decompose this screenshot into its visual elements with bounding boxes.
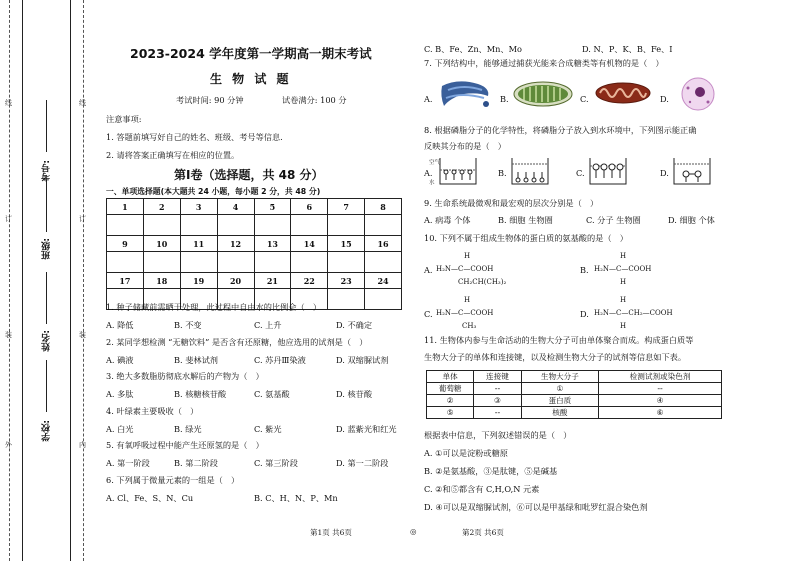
grid-answer-cell[interactable] [107,252,144,273]
formula-c-top: H [464,296,471,304]
option-b[interactable]: B. 绿光 [174,423,202,434]
grid-number-cell: 22 [291,273,328,289]
option-b[interactable]: B. [580,265,589,275]
table-cell: ⑥ [599,407,722,419]
outer-mark: 外 [5,441,12,449]
grid-number-cell: 12 [217,236,254,252]
grid-answer-cell[interactable] [217,252,254,273]
option-a[interactable]: A. 白光 [106,423,134,434]
page-number-right: 第2页 共6页 [462,528,504,537]
question-11: 11. 生物体内参与生命活动的生物大分子可由单体聚合而成。构成蛋白质等 [424,335,694,345]
formula-d-bot: H [620,322,627,330]
air-label: 空气 [429,160,441,166]
formula-d-mid: H₂N—C—CH₂—COOH [594,309,673,317]
grid-number-cell: 24 [365,273,402,289]
outer-cut-line [9,0,10,561]
section-instruction: 一、单项选择题(本大题共 24 小题，每小题 2 分，共 48 分) [106,187,321,196]
outer-mark: 装 [5,331,12,339]
option-d[interactable]: D. 不确定 [336,320,373,330]
grid-answer-cell[interactable] [291,252,328,273]
option-b[interactable]: B. [498,168,507,178]
formula-c-bot: CH₃ [462,322,477,330]
grid-number-cell: 8 [365,199,402,215]
grid-number-cell: 6 [291,199,328,215]
table-row [427,407,722,419]
grid-number-row [107,273,402,289]
option-b[interactable]: B. 细胞 生物圈 [498,215,553,225]
grid-answer-cell[interactable] [365,215,402,236]
grid-answer-cell[interactable] [143,252,180,273]
formula-a-bot: CH₂CH(CH₃)₂ [458,278,507,286]
water-label: 水 [429,180,435,186]
grid-number-cell: 19 [180,273,217,289]
table-cell: ⑤ [427,407,474,419]
option-d[interactable]: D. [660,94,669,104]
cell-image [674,76,722,112]
formula-c-mid: H₂N—C—COOH [436,309,494,317]
formula-a-mid: H₂N—C—COOH [436,265,494,273]
option-c[interactable]: C. [580,94,589,104]
grid-answer-cell[interactable] [217,215,254,236]
table-cell: -- [474,383,521,395]
option-c[interactable]: C. 氨基酸 [254,389,290,399]
grid-number-cell: 20 [217,273,254,289]
class-label: 班级: [42,238,52,260]
notice-heading: 注意事项: [106,114,142,124]
option-a[interactable]: A. [424,168,433,178]
golgi-image [438,76,494,112]
option-c[interactable]: C. 紫光 [254,423,282,434]
grid-number-row [107,236,402,252]
notice-item: 1. 答题前填写好自己的姓名、班级、考号等信息. [106,132,283,142]
grid-number-cell: 4 [217,199,254,215]
option-a[interactable]: A. [424,94,433,104]
grid-answer-cell[interactable] [365,252,402,273]
grid-answer-cell[interactable] [365,289,402,310]
margin-border-line [70,0,71,561]
option-c[interactable]: C. [424,309,433,319]
table-cell: 蛋白质 [521,395,599,407]
grid-number-cell: 9 [107,236,144,252]
question-8: 8. 根据磷脂分子的化学特性，将磷脂分子放入到水环境中，下列图示能正确 [424,125,697,135]
question-5: 5. 有氧呼吸过程中能产生还原氢的是（ ） [106,440,264,450]
grid-number-cell: 18 [143,273,180,289]
grid-answer-cell[interactable] [180,215,217,236]
id-field[interactable] [46,100,47,152]
grid-number-cell: 14 [291,236,328,252]
outer-mark: 线 [5,99,12,107]
grid-number-cell: 2 [143,199,180,215]
question-6: 6. 下列属于微量元素的一组是（ ） [106,474,240,485]
option[interactable]: D. N、P、K、B、Fe、I [582,44,673,54]
section-title: 第Ⅰ卷（选择题，共 48 分） [174,168,324,182]
grid-answer-cell[interactable] [254,215,291,236]
option[interactable]: C. B、Fe、Zn、Mn、Mo [424,44,522,54]
school-field[interactable] [46,360,47,412]
option-b[interactable]: B. [500,94,509,104]
mitochondrion-image [594,80,652,106]
grid-answer-cell[interactable] [291,215,328,236]
question-4: 4. 叶绿素主要吸收（ ） [106,405,199,416]
option-b[interactable]: B. 不变 [174,320,202,330]
exam-score: 试卷满分: 100 分 [282,95,347,105]
question-11-cont: 生物大分子的单体和连接键，以及检测生物大分子的试剂等信息如下表。 [424,352,687,362]
question-1: 1. 种子储藏前需晒干处理，此过程中自由水的比例会（ ） [106,302,322,312]
option-a[interactable]: A. 多肽 [106,389,134,399]
question-7: 7. 下列结构中，能够通过捕获光能来合成糖类等有机物的是（ ） [424,58,664,68]
grid-answer-cell[interactable] [107,215,144,236]
option-b[interactable]: B. 斐林试剂 [174,354,218,365]
table-cell: ② [427,395,474,407]
grid-number-cell: 10 [143,236,180,252]
inner-mark: 线 [79,99,86,107]
option-b[interactable]: B. 核糖核苷酸 [174,389,227,399]
table-row [427,395,722,407]
inner-cut-line [83,0,84,561]
beaker-b-image [510,156,550,186]
grid-number-row [107,199,402,215]
table-header-cell: 连接键 [474,371,521,383]
margin-border-line [22,0,23,561]
id-label: 考号: [42,160,52,182]
notice-item: 2. 请将答案正确填写在相应的位置。 [106,150,240,160]
option-d[interactable]: D. 核苷酸 [336,389,373,399]
option-b[interactable]: B. 第二阶段 [174,458,218,468]
option-a[interactable]: A. 第一阶段 [106,458,150,468]
grid-number-cell: 7 [328,199,365,215]
option-c[interactable]: C. 分子 生物圈 [586,215,641,225]
question-9: 9. 生命系统最微观和最宏观的层次分别是（ ） [424,198,599,208]
formula-a-top: H [464,252,471,260]
option-a[interactable]: A. Cl、Fe、S、N、Cu [106,492,194,503]
grid-number-cell: 11 [180,236,217,252]
grid-answer-cell[interactable] [328,215,365,236]
table-header-row [427,371,722,383]
option-a[interactable]: A. [424,265,433,275]
formula-b-bot: H [620,278,627,286]
grid-answer-cell[interactable] [328,252,365,273]
table-row [427,383,722,395]
question-10: 10. 下列不属于组成生物体的蛋白质的氨基酸的是（ ） [424,233,628,243]
option-d[interactable]: D. ④可以是双缩脲试剂，⑥可以是甲基绿和吡罗红混合染色剂 [424,502,648,512]
grid-answer-cell[interactable] [180,252,217,273]
name-field[interactable] [46,272,47,324]
exam-title: 2023-2024 学年度第一学期高一期末考试 [130,46,372,61]
binding-margin [0,0,100,561]
beaker-a-image [438,156,478,186]
option-c[interactable]: C. 苏丹Ⅲ染液 [254,354,306,365]
table-cell: ③ [474,395,521,407]
option-c[interactable]: C. [576,168,585,178]
beaker-d-image [672,156,712,186]
table-cell: ① [521,383,599,395]
question-3: 3. 绝大多数脂肪彻底水解后的产物为（ ） [106,371,264,381]
option-a[interactable]: A. 碘液 [106,354,134,365]
table-cell: -- [599,383,722,395]
table-cell: 核酸 [521,407,599,419]
exam-time: 考试时间: 90 分钟 [176,95,244,105]
question-11-ask: 根据表中信息，下列叙述错误的是（ ） [424,430,572,440]
grid-number-cell: 15 [328,236,365,252]
class-field[interactable] [46,180,47,232]
page-divider-mark: ◎ [410,527,417,536]
grid-answer-row [107,252,402,273]
grid-number-cell: 1 [107,199,144,215]
option-d[interactable]: D. 蓝紫光和红光 [336,423,397,434]
page-number-left: 第1页 共6页 [310,528,352,537]
option-a[interactable]: A. 降低 [106,320,134,330]
grid-number-cell: 13 [254,236,291,252]
table-cell: 葡萄糖 [427,383,474,395]
grid-answer-row [107,215,402,236]
option-d[interactable]: D. [580,309,589,319]
option-d[interactable]: D. 细胞 个体 [668,215,715,225]
grid-answer-cell[interactable] [143,215,180,236]
formula-d-top: H [620,296,627,304]
option-c[interactable]: C. 上升 [254,320,282,330]
option-b[interactable]: B. ②是氨基酸，③是肽键，⑤是碱基 [424,466,558,476]
grid-answer-cell[interactable] [254,252,291,273]
answer-grid [106,198,402,310]
monomer-table [426,370,722,419]
option-b[interactable]: B. C、H、N、P、Mn [254,492,338,503]
grid-number-cell: 21 [254,273,291,289]
grid-number-cell: 17 [107,273,144,289]
school-label: 学校: [42,420,52,442]
option-c[interactable]: C. 第三阶段 [254,458,298,468]
inner-mark: 内 [79,441,86,449]
grid-number-cell: 5 [254,199,291,215]
option-d[interactable]: D. 第一二阶段 [336,458,389,468]
option-a[interactable]: A. ①可以是淀粉或糖原 [424,448,508,458]
table-header-cell: 检测试剂或染色剂 [599,371,722,383]
name-label: 姓名: [42,330,52,352]
option-d[interactable]: D. 双缩脲试剂 [336,354,389,365]
option-a[interactable]: A. 病毒 个体 [424,215,471,225]
question-8-cont: 反映其分布的是（ ） [424,141,506,151]
option-c[interactable]: C. ②和⑤都含有 C,H,O,N 元素 [424,484,540,494]
exam-subtitle: 生 物 试 题 [210,72,292,86]
formula-b-top: H [620,252,627,260]
grid-number-cell: 16 [365,236,402,252]
chloroplast-image [512,80,574,108]
grid-number-cell: 3 [180,199,217,215]
table-header-cell: 生物大分子 [521,371,599,383]
outer-mark: 订 [5,215,12,223]
beaker-c-image [588,156,628,186]
option-d[interactable]: D. [660,168,669,178]
table-cell: -- [474,407,521,419]
grid-answer-cell[interactable] [328,289,365,310]
inner-mark: 订 [79,215,86,223]
table-cell: ④ [599,395,722,407]
grid-number-cell: 23 [328,273,365,289]
inner-mark: 装 [79,331,86,339]
formula-b-mid: H₂N—C—COOH [594,265,652,273]
question-2: 2. 某同学想检测 “无糖饮料” 是否含有还原糖，他应选用的试剂是（ ） [106,336,368,347]
table-header-cell: 单体 [427,371,474,383]
